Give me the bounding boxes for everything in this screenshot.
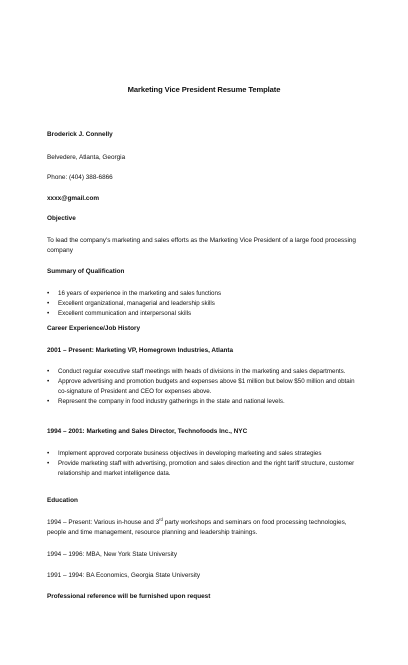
education-entry: 1994 – 1996: MBA, New York State University — [47, 551, 178, 558]
objective-heading: Objective — [47, 215, 76, 222]
applicant-name: Broderick J. Connelly — [47, 131, 113, 138]
applicant-phone: Phone: (404) 388-6866 — [47, 174, 113, 181]
list-item: • 16 years of experience in the marketing and sales functions — [47, 289, 362, 299]
job-title: 2001 – Present: Marketing VP, Homegrown Industries, Atlanta — [47, 347, 234, 354]
job-title: 1994 – 2001: Marketing and Sales Director, Technofoods Inc., NYC — [47, 428, 248, 435]
qualifications-heading: Summary of Qualification — [47, 268, 125, 275]
education-entry: 1994 – Present: Various in-house and 3rd party workshops and seminars on food processing technologies, people and time management, resource planning and leadership trainings. — [47, 517, 347, 536]
list-item: • Represent the company in food industry gatherings in the state and national levels. — [47, 397, 362, 407]
applicant-location: Belvedere, Atlanta, Georgia — [47, 154, 126, 161]
list-item: • Excellent communication and interpersonal skills — [47, 309, 362, 319]
applicant-email: xxxx@gmail.com — [47, 195, 100, 202]
list-item: • Provide marketing staff with advertising, promotion and sales direction and the right tariff structure, customer relationship and market intelligence data. — [47, 459, 362, 479]
education-heading: Education — [47, 497, 78, 504]
career-heading: Career Experience/Job History — [47, 325, 141, 332]
job-duties-list — [47, 367, 362, 407]
qualifications-list — [47, 289, 362, 319]
list-item: • Excellent organizational, managerial and leadership skills — [47, 299, 362, 309]
list-item: • Approve advertising and promotion budgets and expenses above $1 million but below $50 million and obtain co-signature of President and CEO for expenses above. — [47, 377, 362, 397]
reference-note: Professional reference will be furnished upon request — [47, 593, 211, 600]
document-title: Marketing Vice President Resume Template — [127, 85, 281, 94]
list-item: • Conduct regular executive staff meetings with heads of divisions in the marketing and sales departments. — [47, 367, 362, 377]
list-item: • Implement approved corporate business objectives in developing marketing and sales strategies — [47, 449, 362, 459]
objective-text: To lead the company's marketing and sales efforts as the Marketing Vice President of a large food processing company — [47, 237, 356, 254]
job-duties-list — [47, 449, 362, 479]
education-entry: 1991 – 1994: BA Economics, Georgia State University — [47, 572, 201, 579]
